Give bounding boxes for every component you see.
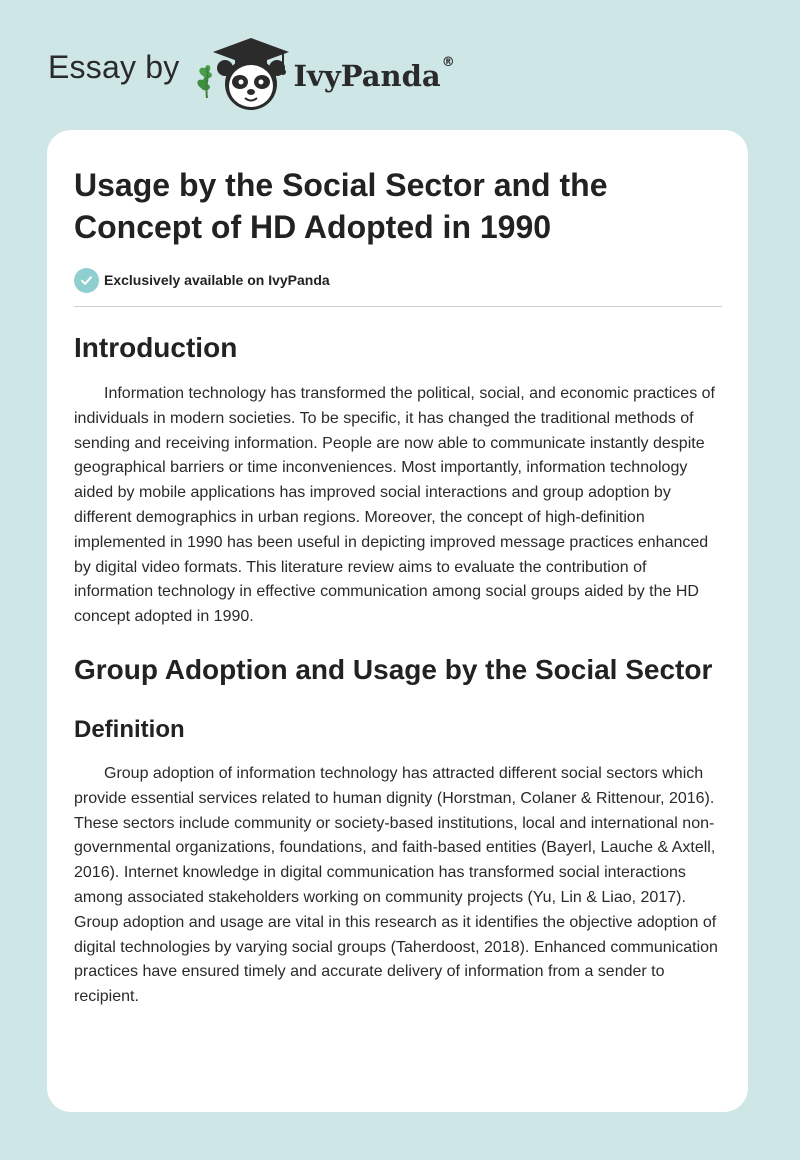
section-paragraph: Information technology has transformed the political, social, and economic practices of individuals in modern societies. To be specific, it has changed the traditional methods of sending and receiving information. People are now able to communicate instantly despite geographical barriers or time inconveniences. Most importantly, information technology aided by mobile applications has improved social interactions and group adoption by different demographics in urban regions. Moreover, the concept of high-definition implemented in 1990 has been useful in depicting improved message practices enhanced by digital video formats. This literature review aims to evaluate the contribution of information technology in effective communication among social groups aided by the HD concept adopted in 1990. bbox=[74, 385, 715, 626]
site-brand[interactable] bbox=[48, 34, 455, 114]
essay-card bbox=[47, 130, 748, 1112]
brand-name: IvyPanda® bbox=[293, 55, 455, 93]
brand-prefix: Essay by bbox=[48, 48, 180, 85]
section-heading: Group Adoption and Usage by the Social Sector bbox=[74, 653, 713, 685]
exclusive-badge bbox=[74, 267, 722, 293]
section-group-adoption bbox=[74, 650, 722, 1010]
check-circle-icon bbox=[74, 268, 99, 293]
subsection-paragraph: Group adoption of information technology has attracted different social sectors which provide essential services related to human dignity (Horstman, Colaner & Rittenour, 2016). These sectors include community or society-based institutions, local and international non-governmental organizations, foundations, and faith-based entities (Bayerl, Lauche & Axtell, 2016). Internet knowledge in digital communication has transformed social interactions among associated stakeholders working on community projects (Yu, Lin & Liao, 2017). Group adoption and usage are vital in this research as it identifies the objective adoption of digital technologies by varying social groups (Taherdoost, 2018). Enhanced communication practices have ensured timely and accurate delivery of information from a sender to recipient. bbox=[74, 764, 718, 1006]
divider bbox=[74, 306, 722, 307]
panda-logo-icon bbox=[195, 36, 291, 112]
section-introduction bbox=[74, 328, 722, 630]
subsection-heading: Definition bbox=[74, 715, 185, 743]
subsection-definition bbox=[74, 714, 722, 1010]
exclusive-label: Exclusively available on IvyPanda bbox=[104, 272, 330, 288]
page-title: Usage by the Social Sector and the Concept of HD Adopted in 1990 bbox=[74, 167, 608, 245]
section-heading: Introduction bbox=[74, 332, 238, 363]
